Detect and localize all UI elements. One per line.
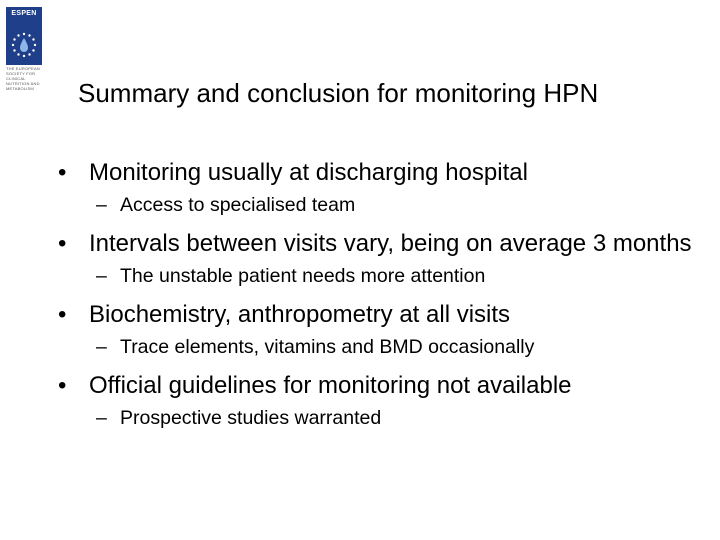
logo-brand: ESPEN [11,10,37,17]
bullet-marker: • [58,230,67,257]
bullet-text: Intervals between visits vary, being on average 3 months [89,230,692,257]
bullet-marker: • [58,301,67,328]
sub-bullet-item [58,265,698,288]
bullet-item [58,371,698,401]
bullet-marker: • [58,372,67,399]
sub-bullet-text: Trace elements, vitamins and BMD occasionally [120,336,535,358]
star-circle-drop-icon [10,31,38,59]
sub-bullet-item [58,407,698,430]
logo-tagline: THE EUROPEAN SOCIETY FOR CLINICAL NUTRITION AND METABOLISM [6,66,40,91]
sub-bullet-marker: – [96,265,107,287]
bullet-text: Official guidelines for monitoring not available [89,372,572,399]
sub-bullet-marker: – [96,194,107,216]
sub-bullet-text: The unstable patient needs more attention [120,265,486,287]
bullet-marker: • [58,159,67,186]
sub-bullet-item [58,194,698,217]
sub-bullet-marker: – [96,407,107,429]
bullet-item [58,229,698,259]
bullet-item [58,300,698,330]
sub-bullet-text: Prospective studies warranted [120,407,382,429]
bullet-text: Monitoring usually at discharging hospital [89,159,528,186]
bullet-item [58,158,698,188]
bullet-text: Biochemistry, anthropometry at all visits [89,301,511,328]
espen-logo [6,7,42,65]
sub-bullet-marker: – [96,336,107,358]
sub-bullet-item [58,336,698,359]
sub-bullet-text: Access to specialised team [120,194,356,216]
bullet-list [58,158,698,430]
slide-title: Summary and conclusion for monitoring HPN [78,78,599,108]
